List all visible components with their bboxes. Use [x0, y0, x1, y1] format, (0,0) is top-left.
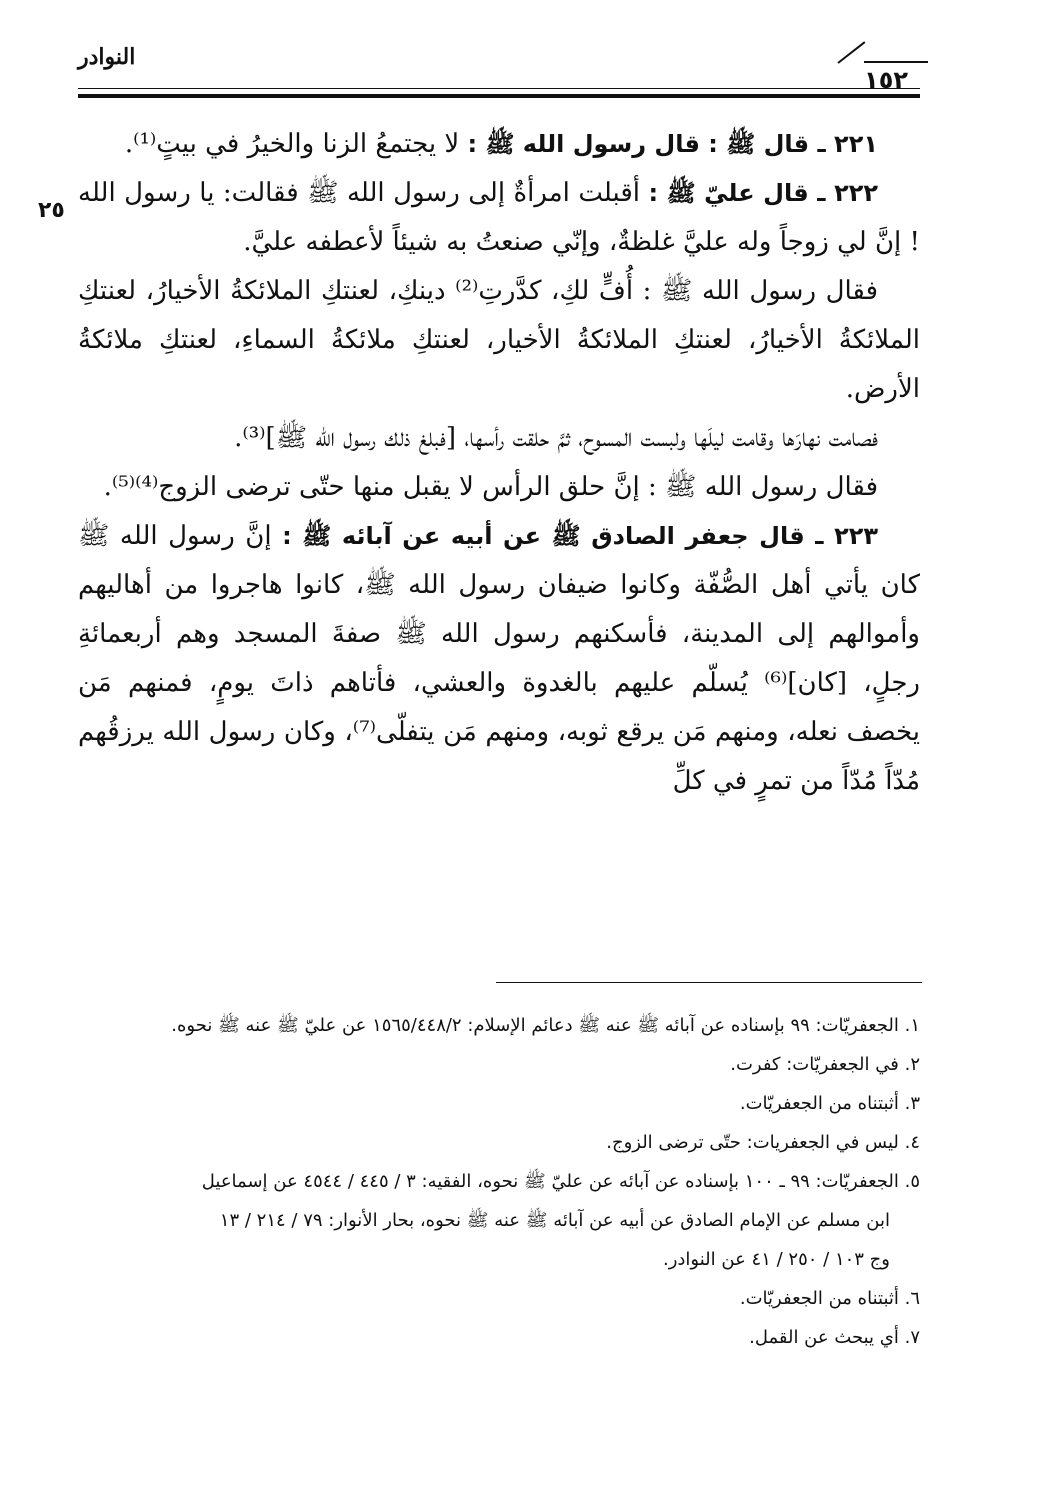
footnote-5-line-2: ابن مسلم عن الإمام الصادق عن أبيه عن آبائه ﷺ عنه ﷺ نحوه، بحار الأنوار: ٧٩ / ٢١٤ / ١٣ — [219, 1210, 890, 1231]
footnote-3: ٣. أثبتناه من الجعفريّات. — [739, 1093, 920, 1114]
paragraph-2: فقال رسول الله ﷺ : أُفٍّ لكِ، كدَّرتِ⁽²⁾ دينكِ، لعنتكِ الملائكةُ الأخيارُ، لعنتكِ الملائكةُ الأخيارُ، لعنتكِ الملائكةُ الأخيار، لعنتكِ ملائكةُ السماءِ، لعنتكِ ملائكةُ الأرض. — [78, 276, 920, 404]
footnote-5-end — [78, 1240, 920, 1279]
paragraph-4: فقال رسول الله ﷺ : إنَّ حلق الرأس لا يقبل منها حتّى ترضى الزوج⁽⁴⁾⁽⁵⁾. — [103, 472, 878, 502]
header-rule-thick — [78, 94, 920, 98]
footnote-5: ٥. الجعفريّات: ٩٩ ـ ١٠٠ بإسناده عن آبائه عن عليّ ﷺ نحوه، الفقيه: ٣ / ٤٤٥ / ٤٥٤٤ عن إسماعيل — [201, 1171, 920, 1192]
hadith-223 — [78, 512, 920, 806]
footnote-2: ٢. في الجعفريّات: كفرت. — [730, 1054, 920, 1075]
footnote-5-line-3: وج ١٠٣ / ٢٥٠ / ٤١ عن النوادر. — [663, 1249, 890, 1270]
hadith-221-text: لا يجتمعُ الزنا والخيرُ في بيتٍ⁽¹⁾. — [124, 129, 460, 159]
paragraph-3: فصامت نهارَها وقامت ليلَها ولبست المسوح، ثمَّ حلقت رأسها، [فبلغ ذلك رسول الله ﷺ]⁽³⁾. — [234, 423, 878, 453]
hadith-223-text: إنَّ رسول الله ﷺ كان يأتي أهل الصُّفّة وكانوا ضيفان رسول الله ﷺ، كانوا هاجروا من أهاليهم وأموالهم إلى المدينة، فأسكنهم رسول الله ﷺ صفةَ المسجد وهم أربعمائةِ رجلٍ، [كان]⁽⁶⁾ يُسلّم عليهم بالغدوة والعشي، فأتاهم ذاتَ يومٍ، فمنهم مَن يخصف نعله، ومنهم مَن يرقع ثوبه، ومنهم مَن يتفلّى⁽⁷⁾، وكان رسول الله يرزقُهم مُدّاً مُدّاً من تمرٍ في كلِّ — [78, 521, 921, 796]
running-title: النوادر — [78, 44, 136, 70]
header-tab-top-rule — [864, 61, 928, 63]
margin-line-number: ٢٥ — [38, 198, 65, 223]
page-number: ١٥٢ — [864, 66, 908, 94]
footnotes — [78, 1006, 920, 1357]
header-tab-diagonal — [837, 41, 865, 64]
hadith-221-lead: ٢٢١ ـ قال ﷺ : قال رسول الله ﷺ : — [467, 130, 878, 158]
footnote-divider — [496, 982, 922, 983]
hadith-222-text: أقبلت امرأةٌ إلى رسول الله ﷺ فقالت: يا رسول الله ! إنَّ لي زوجاً وله عليَّ غلظةٌ، وإنّي صنعتُ به شيئاً لأعطفه عليَّ. — [78, 178, 920, 257]
hadith-222 — [78, 169, 920, 267]
main-text — [78, 120, 920, 806]
footnote-5-continued — [78, 1201, 920, 1240]
footnote-1: ١. الجعفريّات: ٩٩ بإسناده عن آبائه ﷺ عنه ﷺ دعائم الإسلام: ١٥٦٥/٤٤٨/٢ عن عليّ ﷺ عنه ﷺ نحوه. — [171, 1015, 920, 1036]
footnote-6: ٦. أثبتناه من الجعفريّات. — [739, 1288, 920, 1309]
hadith-222-lead: ٢٢٢ ـ قال عليّ ﷺ : — [648, 179, 879, 207]
hadith-221 — [78, 120, 920, 169]
header-rule-thin — [78, 88, 920, 89]
footnote-7: ٧. أي يبحث عن القمل. — [749, 1327, 920, 1348]
page-header — [78, 38, 920, 96]
footnote-4: ٤. ليس في الجعفريات: حتّى ترضى الزوج. — [606, 1132, 920, 1153]
hadith-223-lead: ٢٢٣ ـ قال جعفر الصادق ﷺ عن أبيه عن آبائه ﷺ : — [282, 522, 879, 550]
